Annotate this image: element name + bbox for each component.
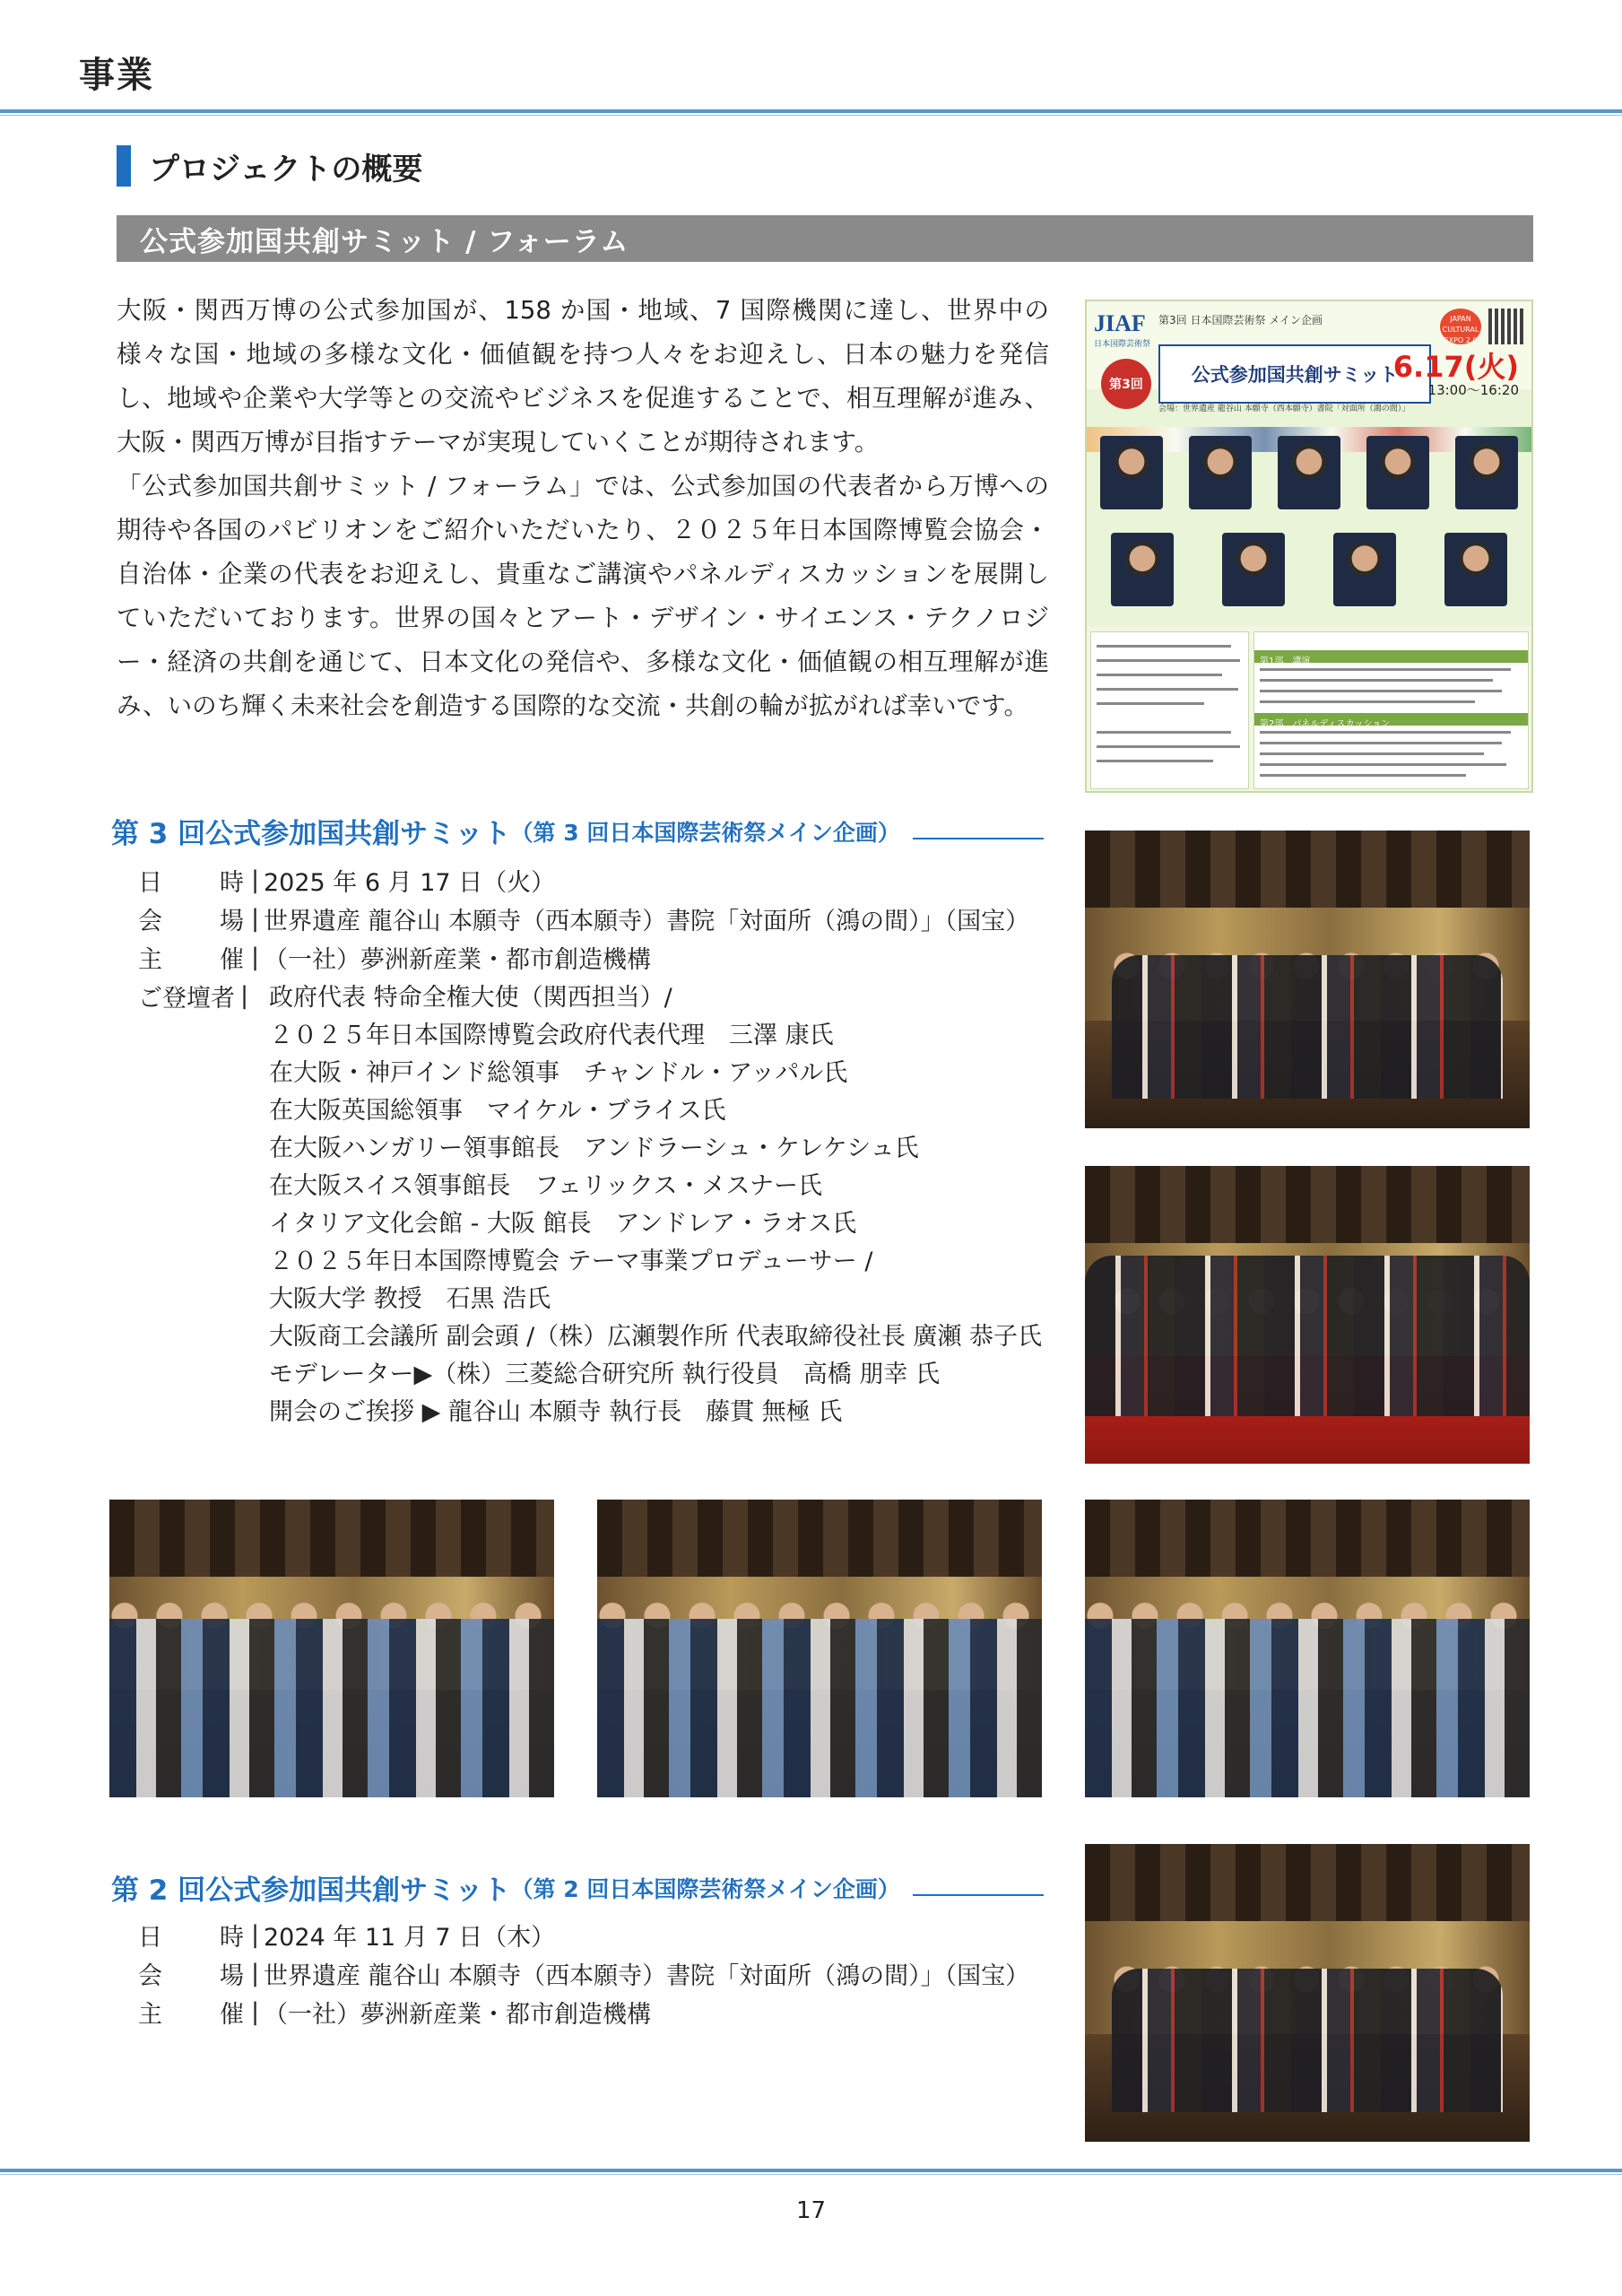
event-2-heading-sub: （第 2 回日本国際芸術祭メイン企画） <box>510 1875 900 1902</box>
event-3-date: 2025 年 6 月 17 日（火） <box>264 869 556 897</box>
venue-label-char-2: 場 <box>220 1962 244 1990</box>
separator: | <box>251 905 260 933</box>
separator: | <box>251 1960 260 1987</box>
poster-logo: JIAF <box>1094 310 1146 336</box>
photo-audience-2 <box>597 1500 1042 1797</box>
venue-label-char-2: 場 <box>220 908 244 935</box>
date-label-char-2: 時 <box>220 1924 244 1952</box>
speaker-portrait <box>1444 533 1507 606</box>
header-rule-thin <box>0 115 1622 116</box>
photo-people <box>1112 1969 1503 2111</box>
photo-people <box>1085 1619 1530 1797</box>
photo-people <box>109 1619 554 1797</box>
speaker-portrait <box>1111 533 1174 606</box>
poster-part-1: 第1部 講演 <box>1260 657 1311 666</box>
event-3-heading-rule <box>913 838 1044 839</box>
separator: | <box>251 1921 260 1949</box>
speaker-portrait <box>1366 436 1429 509</box>
poster-part-2-bar <box>1254 713 1528 729</box>
event-2-date-row <box>138 1916 1044 1954</box>
expo-mark-icon: JAPAN CULTURAL EXPO 2.0 <box>1440 309 1481 344</box>
poster-text-line <box>1260 700 1475 703</box>
separator: | <box>251 944 260 971</box>
speaker-line: 在大阪ハンガリー領事館長 アンドラーシュ・ケレケシュ氏 <box>269 1135 919 1162</box>
speaker-list <box>269 979 1076 1431</box>
speaker-line: 開会のご挨拶 ▶ 龍谷山 本願寺 執行長 藤貫 無極 氏 <box>269 1398 843 1426</box>
section-heading <box>117 145 422 187</box>
event-3-heading <box>111 811 1044 851</box>
venue-label-char-1: 会 <box>138 908 162 935</box>
poster-speaker-row-1 <box>1087 436 1531 509</box>
event-3-organizer-row <box>138 938 1044 977</box>
organizer-label-char-1: 主 <box>138 2001 162 2029</box>
section-heading-bar <box>117 145 131 187</box>
event-2-date: 2024 年 11 月 7 日（木） <box>264 1924 556 1952</box>
speaker-line: イタリア文化会館 - 大阪 館長 アンドレア・ラオス氏 <box>269 1210 857 1238</box>
poster-text-line <box>1260 774 1466 777</box>
speaker-line: モデレーター▶（株）三菱総合研究所 執行役員 高橋 朋幸 氏 <box>269 1361 940 1388</box>
event-2-details <box>138 1916 1044 2031</box>
poster-text-line <box>1097 760 1213 762</box>
event-3-venue: 世界遺産 龍谷山 本願寺（西本願寺）書院「対面所（鴻の間）」（国宝） <box>264 908 1030 935</box>
poster-text-line <box>1097 745 1240 748</box>
poster-date: 6.17(火) <box>1392 350 1519 384</box>
speaker-line: ２０２５年日本国際博覧会政府代表代理 三澤 康氏 <box>269 1022 834 1049</box>
date-label-char-2: 時 <box>220 869 244 897</box>
poster-text-line <box>1260 742 1502 744</box>
poster-tagline: 第3回 日本国際芸術祭 メイン企画 <box>1158 314 1323 326</box>
section-heading-text: プロジェクトの概要 <box>149 151 423 187</box>
date-label-char-1: 日 <box>138 1924 162 1952</box>
poster-program-right <box>1253 631 1529 789</box>
organizer-label-char-2: 催 <box>220 946 244 974</box>
poster-text-line <box>1097 688 1238 691</box>
poster-text-line <box>1260 679 1493 682</box>
poster-text-line <box>1260 731 1511 734</box>
date-label <box>138 1918 251 1952</box>
event-3-heading-main: 第 3 回公式参加国共創サミット <box>111 818 511 850</box>
event-3-venue-row <box>138 900 1044 938</box>
organizer-label-char-1: 主 <box>138 946 162 974</box>
speaker-portrait <box>1100 436 1163 509</box>
poster-speaker-row-2 <box>1087 533 1531 606</box>
photo-audience-1 <box>109 1500 554 1797</box>
photo-people <box>1085 1256 1530 1416</box>
poster-text-line <box>1260 763 1506 766</box>
speaker-line: ２０２５年日本国際博覧会 テーマ事業プロデューサー / <box>269 1248 873 1275</box>
poster-text-line <box>1097 674 1222 676</box>
event-3-organizer: （一社）夢洲新産業・都市創造機構 <box>264 946 651 974</box>
poster-time: 13:00〜16:20 <box>1427 382 1519 398</box>
event-2-heading-rule <box>913 1894 1044 1896</box>
poster-text-line <box>1097 659 1240 662</box>
photo-audience-3 <box>1085 1500 1530 1797</box>
poster-text-line <box>1097 702 1204 705</box>
intro-paragraph-1: 大阪・関西万博の公式参加国が、158 か国・地域、7 国際機関に達し、世界中の様々な国・地域の多様な文化・価値観を持つ人々をお迎えし、日本の魅力を発信し、地域や企業や大学等との交流やビジネスを促進することで、相互理解が進み、大阪・関西万博が目指すテーマが実現していくことが期待されます。 <box>117 296 1049 457</box>
event-2-venue-row <box>138 1954 1044 1993</box>
separator: | <box>251 866 260 894</box>
poster-program <box>1087 626 1531 793</box>
poster-edition-badge: 第3回 <box>1101 359 1151 409</box>
poster-venue: 会場：世界遺産 龍谷山 本願寺（西本願寺）書院「対面所（鴻の間）」 <box>1158 404 1410 413</box>
footer-rule <box>0 2169 1622 2172</box>
photo-people <box>597 1619 1042 1797</box>
speaker-portrait <box>1455 436 1518 509</box>
venue-label <box>138 1956 251 1991</box>
speaker-line: 在大阪スイス領事館長 フェリックス・メスナー氏 <box>269 1172 822 1200</box>
speaker-line: 在大阪英国総領事 マイケル・ブライス氏 <box>269 1097 726 1125</box>
event-2-heading-main: 第 2 回公式参加国共創サミット <box>111 1874 511 1907</box>
poster-text-line <box>1260 668 1511 671</box>
speakers-label: ご登壇者 <box>138 985 235 1013</box>
speaker-line: 在大阪・神戸インド総領事 チャンドル・アッパル氏 <box>269 1059 848 1087</box>
photo-group-panel-2 <box>1085 1844 1530 2142</box>
header-rule <box>0 109 1622 113</box>
separator: | <box>240 982 249 1010</box>
photo-group-panel-1 <box>1085 831 1530 1128</box>
event-poster <box>1085 300 1533 793</box>
poster-text-line <box>1097 645 1231 648</box>
separator: | <box>251 1998 260 2026</box>
poster-logo-sub: 日本国際芸術祭 <box>1094 340 1151 349</box>
organizer-label <box>138 1995 251 2030</box>
speaker-portrait <box>1333 533 1396 606</box>
venue-label <box>138 901 251 936</box>
poster-text-line <box>1260 752 1484 755</box>
speaker-line: 政府代表 特命全権大使（関西担当）/ <box>269 984 672 1012</box>
poster-text-line <box>1097 731 1231 734</box>
date-label <box>138 863 251 898</box>
event-2-organizer-row <box>138 1993 1044 2031</box>
speaker-line: 大阪大学 教授 石黒 浩氏 <box>269 1285 551 1313</box>
speaker-line: 大阪商工会議所 副会頭 /（株）広瀬製作所 代表取締役社長 廣瀬 恭子氏 <box>269 1323 1043 1351</box>
page-header-title: 事業 <box>79 54 154 96</box>
intro-text <box>117 289 1049 728</box>
footer-rule-thin <box>0 2174 1622 2175</box>
photo-panel-discussion <box>1085 1166 1530 1464</box>
poster-title: 公式参加国共創サミット <box>1158 344 1431 404</box>
date-label-char-1: 日 <box>138 869 162 897</box>
poster-part-1-bar <box>1254 650 1528 666</box>
intro-paragraph-2: 「公式参加国共創サミット / フォーラム」では、公式参加国の代表者から万博への期待や各国のパビリオンをご紹介いただいたり、２０２５年日本国際博覧会協会・自治体・企業の代表をお迎えし、貴重なご講演やパネルディスカッションを展開していただいております。世界の国々とアート・デザイン・サイエンス・テクノロジー・経済の共創を通じて、日本文化の発信や、多様な文化・価値観の相互理解が進み、いのち輝く未来社会を創造する国際的な交流・共創の輪が拡がれば幸いです。 <box>117 472 1049 720</box>
speaker-portrait <box>1278 436 1340 509</box>
organizer-label <box>138 940 251 975</box>
poster-part-2: 第2部 パネルディスカッション <box>1260 719 1391 729</box>
event-2-venue: 世界遺産 龍谷山 本願寺（西本願寺）書院「対面所（鴻の間）」（国宝） <box>264 1962 1030 1990</box>
venue-label-char-1: 会 <box>138 1962 162 1990</box>
subsection-band: 公式参加国共創サミット / フォーラム <box>117 215 1533 262</box>
speaker-portrait <box>1189 436 1252 509</box>
qr-code-icon <box>1488 309 1524 344</box>
event-3-date-row <box>138 861 1044 900</box>
event-2-organizer: （一社）夢洲新産業・都市創造機構 <box>264 2001 651 2029</box>
poster-program-left <box>1090 631 1249 789</box>
photo-people <box>1112 955 1503 1098</box>
page-number: 17 <box>795 2197 827 2224</box>
speaker-portrait <box>1222 533 1285 606</box>
event-3-heading-sub: （第 3 回日本国際芸術祭メイン企画） <box>510 819 900 846</box>
poster-text-line <box>1260 690 1502 692</box>
organizer-label-char-2: 催 <box>220 2001 244 2029</box>
event-2-heading <box>111 1867 1044 1908</box>
